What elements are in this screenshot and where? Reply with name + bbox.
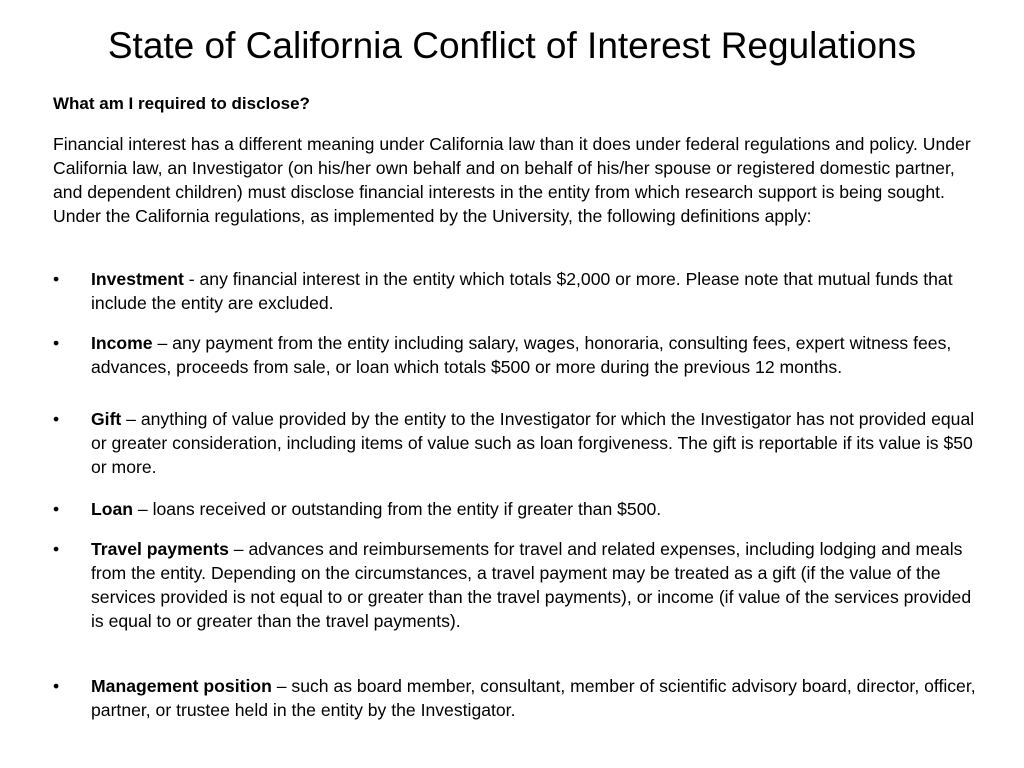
bullet-definition: – advances and reimbursements for travel and related expenses, including lodging and meals from the entity. Depending on the circumstances, a travel payment may be treated as a gift (if the value of the services provided is not equal to or greater than the travel payments), or income (if value of the services provided is equal to or greater than the travel payments).: [91, 539, 972, 631]
bullet-dot: •: [53, 269, 60, 289]
bullet-gift: [53, 407, 983, 479]
bullet-dot: •: [53, 499, 60, 519]
bullet-income: [53, 331, 983, 379]
bullet-text: [91, 267, 988, 315]
intro-paragraph: Financial interest has a different meaning under California law than it does under federal regulations and policy. Under California law, an Investigator (on his/her own behalf and on behalf of his/her spouse or registered domestic partner, and dependent children) must disclose financial interests in the entity from which research support is being sought. Under the California regulations, as implemented by the University, the following definitions apply:: [53, 134, 971, 226]
section-question: What am I required to disclose?: [53, 94, 310, 113]
bullet-definition: – such as board member, consultant, member of scientific advisory board, director, officer, partner, or trustee held in the entity by the Investigator.: [91, 676, 976, 720]
bullet-dot: •: [53, 409, 60, 429]
bullet-term: Gift: [91, 409, 122, 429]
slide-title: State of California Conflict of Interest Regulations: [107, 25, 917, 66]
bullet-term: Income: [91, 333, 153, 353]
bullet-definition: – anything of value provided by the entity to the Investigator for which the Investigator has not provided equal or greater consideration, including items of value such as loan forgiveness. The gift is reportable if its value is $50 or more.: [91, 409, 975, 477]
bullet-term: Management position: [91, 676, 272, 696]
bullet-text: [91, 497, 983, 521]
bullet-management-position: [53, 674, 983, 722]
bullet-text: [91, 407, 983, 479]
bullet-dot: •: [53, 676, 60, 696]
bullet-text: [91, 331, 983, 379]
bullet-travel-payments: [53, 537, 983, 633]
bullet-term: Investment: [91, 269, 184, 289]
bullet-term: Loan: [91, 499, 134, 519]
bullet-definition: – loans received or outstanding from the entity if greater than $500.: [133, 499, 662, 519]
bullet-definition: – any payment from the entity including salary, wages, honoraria, consulting fees, expert witness fees, advances, proceeds from sale, or loan which totals $500 or more during the previous 12 months.: [91, 333, 952, 377]
bullet-investment: [53, 267, 988, 315]
bullet-definition: - any financial interest in the entity which totals $2,000 or more. Please note that mutual funds that include the entity are excluded.: [91, 269, 953, 313]
bullet-loan: [53, 497, 983, 521]
bullet-dot: •: [53, 539, 60, 559]
bullet-text: [91, 674, 983, 722]
bullet-text: [91, 537, 983, 633]
bullet-term: Travel payments: [91, 539, 229, 559]
bullet-dot: •: [53, 333, 60, 353]
